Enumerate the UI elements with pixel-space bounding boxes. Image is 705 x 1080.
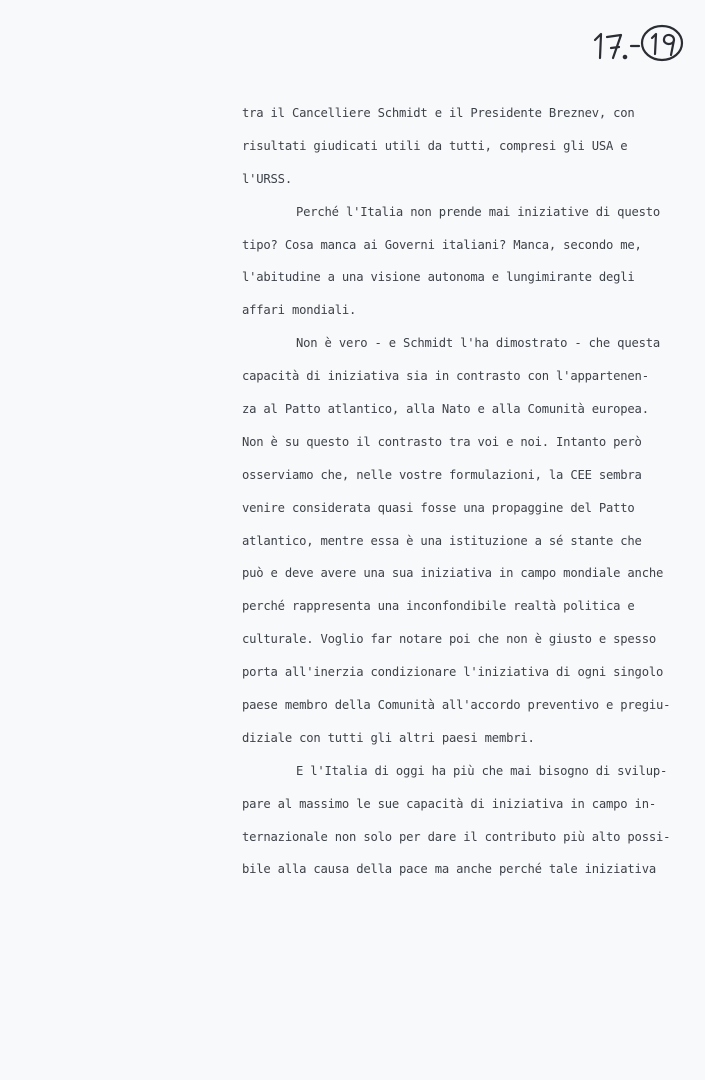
text-line: diziale con tutti gli altri paesi membri. [242,730,535,745]
text-line: atlantico, mentre essa è una istituzione a sé stante che [242,533,642,548]
text-line: osserviamo che, nelle vostre formulazioni, la CEE sembra [242,467,642,482]
text-line: ternazionale non solo per dare il contributo più alto possi- [242,829,671,844]
handwritten-page-number [585,18,695,68]
text-line: E l'Italia di oggi ha più che mai bisogno di svilup- [296,763,668,778]
text-line: l'abitudine a una visione autonoma e lungimirante degli [242,270,635,285]
text-line: tipo? Cosa manca ai Governi italiani? Manca, secondo me, [242,237,642,252]
handwritten-page-number-drawing [585,18,695,68]
text-line: tra il Cancelliere Schmidt e il Presidente Breznev, con [242,106,635,120]
text-line: za al Patto atlantico, alla Nato e alla Comunità europea. [242,402,649,417]
text-line: risultati giudicati utili da tutti, compresi gli USA e [242,138,628,153]
text-line: l'URSS. [242,171,292,186]
text-line: paese membro della Comunità all'accordo preventivo e pregiu- [242,698,671,713]
text-line: culturale. Voglio far notare poi che non è giusto e spesso [242,632,656,647]
text-line: pare al massimo le sue capacità di iniziativa in campo in- [242,796,656,811]
text-line: Non è vero - e Schmidt l'ha dimostrato - che questa [296,336,661,351]
text-line: perché rappresenta una inconfondibile realtà politica e [242,599,635,614]
text-line: venire considerata quasi fosse una propaggine del Patto [242,500,635,515]
text-line: affari mondiali. [242,303,357,318]
text-line: capacità di iniziativa sia in contrasto con l'appartenen- [242,369,649,384]
text-line: può e deve avere una sua iniziativa in campo mondiale anche [242,566,664,581]
text-line: porta all'inerzia condizionare l'iniziativa di ogni singolo [242,665,664,680]
text-line: bile alla causa della pace ma anche perché tale iniziativa [242,862,656,877]
typed-text-body [242,102,682,891]
text-line: Perché l'Italia non prende mai iniziative di questo [296,204,661,219]
text-line: Non è su questo il contrasto tra voi e noi. Intanto però [242,434,642,449]
